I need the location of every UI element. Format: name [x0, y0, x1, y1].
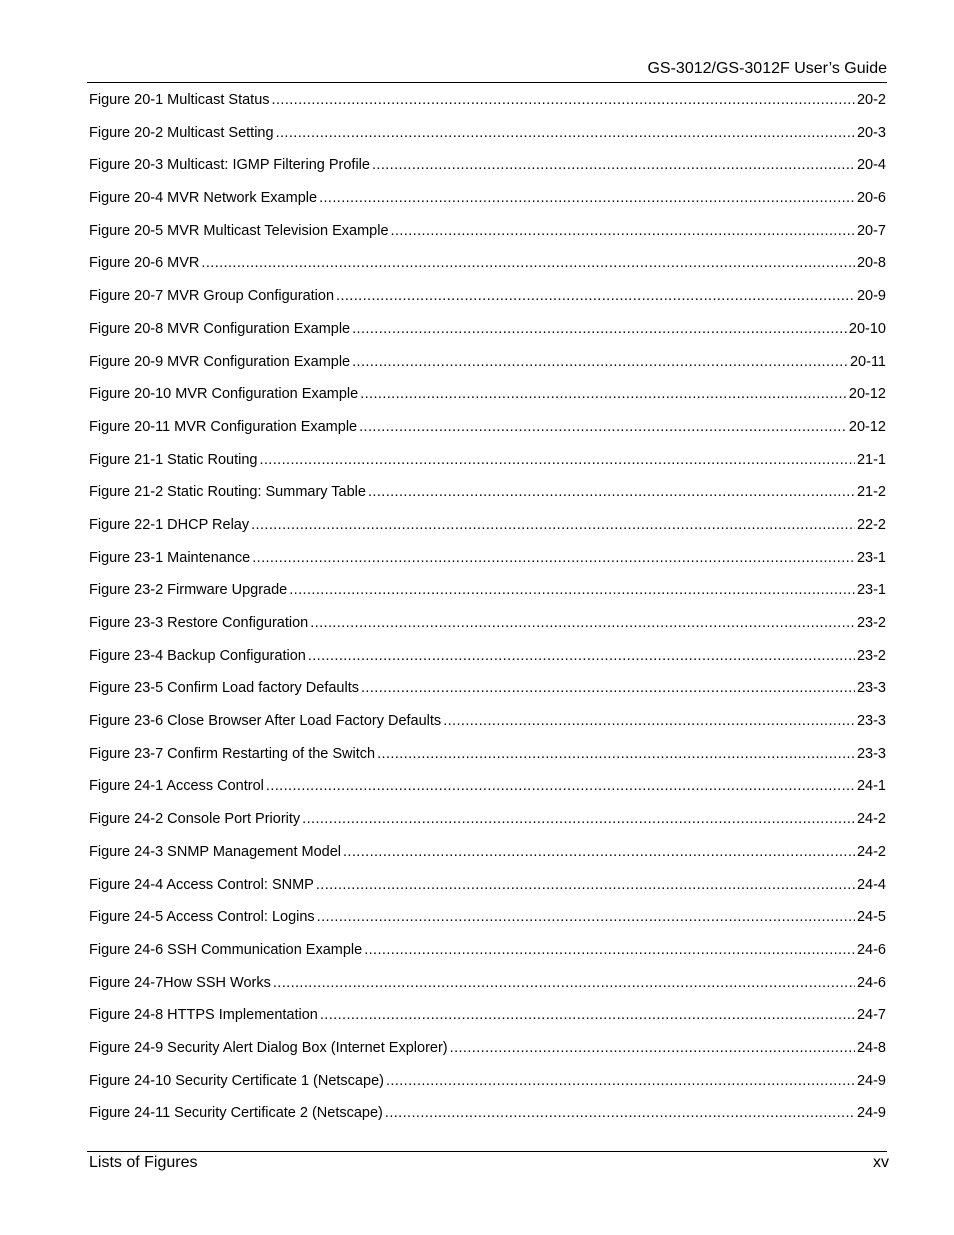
figure-page-number: 23-1 [856, 582, 886, 599]
figure-title: Figure 23-2 Firmware Upgrade [89, 582, 288, 599]
toc-entry[interactable] [89, 125, 886, 158]
toc-entry[interactable] [89, 157, 886, 190]
figure-title: Figure 24-9 Security Alert Dialog Box (Internet Explorer) [89, 1039, 448, 1056]
dot-leader [385, 1105, 855, 1121]
figure-page-number: 20-3 [856, 124, 886, 141]
figure-title: Figure 24-11 Security Certificate 2 (Netscape) [89, 1105, 383, 1122]
dot-leader [450, 1040, 855, 1056]
toc-entry[interactable] [89, 92, 886, 125]
figure-page-number: 23-1 [856, 549, 886, 566]
toc-entry[interactable] [89, 811, 886, 844]
dot-leader [310, 615, 855, 631]
toc-entry[interactable] [89, 877, 886, 910]
dot-leader [319, 190, 855, 206]
figure-page-number: 23-3 [856, 680, 886, 697]
toc-entry[interactable] [89, 419, 886, 452]
dot-leader [359, 419, 847, 435]
toc-entry[interactable] [89, 1073, 886, 1106]
dot-leader [368, 484, 855, 500]
figure-page-number: 24-9 [856, 1105, 886, 1122]
toc-entry[interactable] [89, 746, 886, 779]
toc-entry[interactable] [89, 909, 886, 942]
toc-entry[interactable] [89, 975, 886, 1008]
figure-title: Figure 22-1 DHCP Relay [89, 516, 250, 533]
toc-entry[interactable] [89, 582, 886, 615]
figure-page-number: 23-2 [856, 647, 886, 664]
figure-page-number: 24-5 [856, 909, 886, 926]
figure-page-number: 24-1 [856, 778, 886, 795]
dot-leader [272, 92, 855, 108]
dot-leader [251, 517, 855, 533]
toc-entry[interactable] [89, 550, 886, 583]
dot-leader [259, 452, 855, 468]
figure-page-number: 20-9 [856, 288, 886, 305]
figure-page-number: 24-6 [856, 941, 886, 958]
toc-entry[interactable] [89, 680, 886, 713]
figure-page-number: 24-8 [856, 1039, 886, 1056]
dot-leader [360, 386, 847, 402]
toc-entry[interactable] [89, 354, 886, 387]
figure-page-number: 24-2 [856, 811, 886, 828]
dot-leader [266, 778, 855, 794]
toc-entry[interactable] [89, 1007, 886, 1040]
figure-title: Figure 23-1 Maintenance [89, 549, 251, 566]
figure-page-number: 23-2 [856, 615, 886, 631]
figure-page-number: 23-3 [856, 713, 886, 730]
figure-title: Figure 23-4 Backup Configuration [89, 647, 306, 664]
figure-page-number: 20-4 [856, 157, 886, 174]
figure-page-number: 20-12 [848, 418, 886, 435]
header-divider [87, 82, 887, 83]
toc-entry[interactable] [89, 648, 886, 681]
dot-leader [320, 1007, 855, 1023]
figure-title: Figure 20-2 Multicast Setting [89, 124, 274, 141]
dot-leader [273, 975, 855, 991]
toc-entry[interactable] [89, 615, 886, 648]
footer-page-number: xv [873, 1154, 889, 1171]
dot-leader [316, 877, 855, 893]
figure-title: Figure 20-5 MVR Multicast Television Example [89, 222, 389, 239]
dot-leader [252, 550, 855, 566]
figure-page-number: 24-9 [856, 1072, 886, 1089]
toc-entry[interactable] [89, 1040, 886, 1073]
figure-page-number: 23-3 [856, 745, 886, 762]
toc-entry[interactable] [89, 713, 886, 746]
toc-entry[interactable] [89, 452, 886, 485]
figure-title: Figure 20-1 Multicast Status [89, 92, 270, 108]
figure-title: Figure 20-8 MVR Configuration Example [89, 320, 351, 337]
figure-page-number: 24-2 [856, 843, 886, 860]
figure-page-number: 20-8 [856, 255, 886, 272]
figure-page-number: 20-11 [849, 353, 886, 370]
figure-page-number: 20-2 [856, 92, 886, 108]
toc-entry[interactable] [89, 942, 886, 975]
figure-title: Figure 24-3 SNMP Management Model [89, 843, 341, 860]
figure-page-number: 20-10 [848, 320, 886, 337]
figure-page-number: 24-6 [856, 974, 886, 991]
toc-entry[interactable] [89, 1105, 886, 1138]
figure-page-number: 20-7 [856, 222, 886, 239]
document-title: GS-3012/GS-3012F User’s Guide [647, 60, 887, 77]
figure-page-number: 24-4 [856, 876, 886, 893]
dot-leader [308, 648, 855, 664]
figure-title: Figure 24-5 Access Control: Logins [89, 909, 315, 926]
dot-leader [343, 844, 855, 860]
toc-entry[interactable] [89, 288, 886, 321]
dot-leader [352, 321, 847, 337]
figure-page-number: 20-6 [856, 190, 886, 207]
list-of-figures [89, 92, 886, 1138]
figure-page-number: 22-2 [856, 516, 886, 533]
figure-title: Figure 24-1 Access Control [89, 778, 264, 795]
dot-leader [377, 746, 855, 762]
footer-section-title: Lists of Figures [89, 1154, 198, 1171]
dot-leader [302, 811, 855, 827]
toc-entry[interactable] [89, 190, 886, 223]
figure-title: Figure 20-6 MVR [89, 255, 200, 272]
figure-title: Figure 20-3 Multicast: IGMP Filtering Profile [89, 157, 370, 174]
figure-title: Figure 24-10 Security Certificate 1 (Netscape) [89, 1072, 384, 1089]
dot-leader [336, 288, 855, 304]
dot-leader [201, 255, 855, 271]
figure-page-number: 20-12 [848, 386, 886, 403]
dot-leader [289, 582, 855, 598]
figure-title: Figure 24-8 HTTPS Implementation [89, 1007, 318, 1024]
dot-leader [372, 157, 855, 173]
figure-title: Figure 21-2 Static Routing: Summary Table [89, 484, 366, 501]
toc-entry[interactable] [89, 844, 886, 877]
toc-entry[interactable] [89, 321, 886, 354]
figure-title: Figure 24-2 Console Port Priority [89, 811, 301, 828]
dot-leader [361, 680, 855, 696]
toc-entry[interactable] [89, 223, 886, 256]
figure-title: Figure 23-5 Confirm Load factory Defaults [89, 680, 359, 697]
toc-entry[interactable] [89, 484, 886, 517]
footer-divider [87, 1151, 887, 1152]
dot-leader [317, 909, 855, 925]
figure-title: Figure 20-10 MVR Configuration Example [89, 386, 359, 403]
figure-title: Figure 23-6 Close Browser After Load Factory Defaults [89, 713, 442, 730]
figure-title: Figure 20-9 MVR Configuration Example [89, 353, 351, 370]
figure-page-number: 21-2 [856, 484, 886, 501]
dot-leader [352, 354, 848, 370]
dot-leader [364, 942, 855, 958]
figure-title: Figure 23-3 Restore Configuration [89, 615, 309, 631]
toc-entry[interactable] [89, 386, 886, 419]
toc-entry[interactable] [89, 778, 886, 811]
figure-title: Figure 21-1 Static Routing [89, 451, 258, 468]
figure-title: Figure 20-11 MVR Configuration Example [89, 418, 358, 435]
toc-entry[interactable] [89, 517, 886, 550]
figure-title: Figure 24-7How SSH Works [89, 974, 271, 991]
figure-page-number: 24-7 [856, 1007, 886, 1024]
dot-leader [386, 1073, 855, 1089]
toc-entry[interactable] [89, 255, 886, 288]
figure-title: Figure 20-7 MVR Group Configuration [89, 288, 335, 305]
dot-leader [443, 713, 855, 729]
figure-title: Figure 24-4 Access Control: SNMP [89, 876, 314, 893]
figure-page-number: 21-1 [856, 451, 886, 468]
dot-leader [391, 223, 855, 239]
figure-title: Figure 24-6 SSH Communication Example [89, 941, 363, 958]
figure-title: Figure 23-7 Confirm Restarting of the Switch [89, 745, 376, 762]
figure-title: Figure 20-4 MVR Network Example [89, 190, 318, 207]
dot-leader [276, 125, 855, 141]
